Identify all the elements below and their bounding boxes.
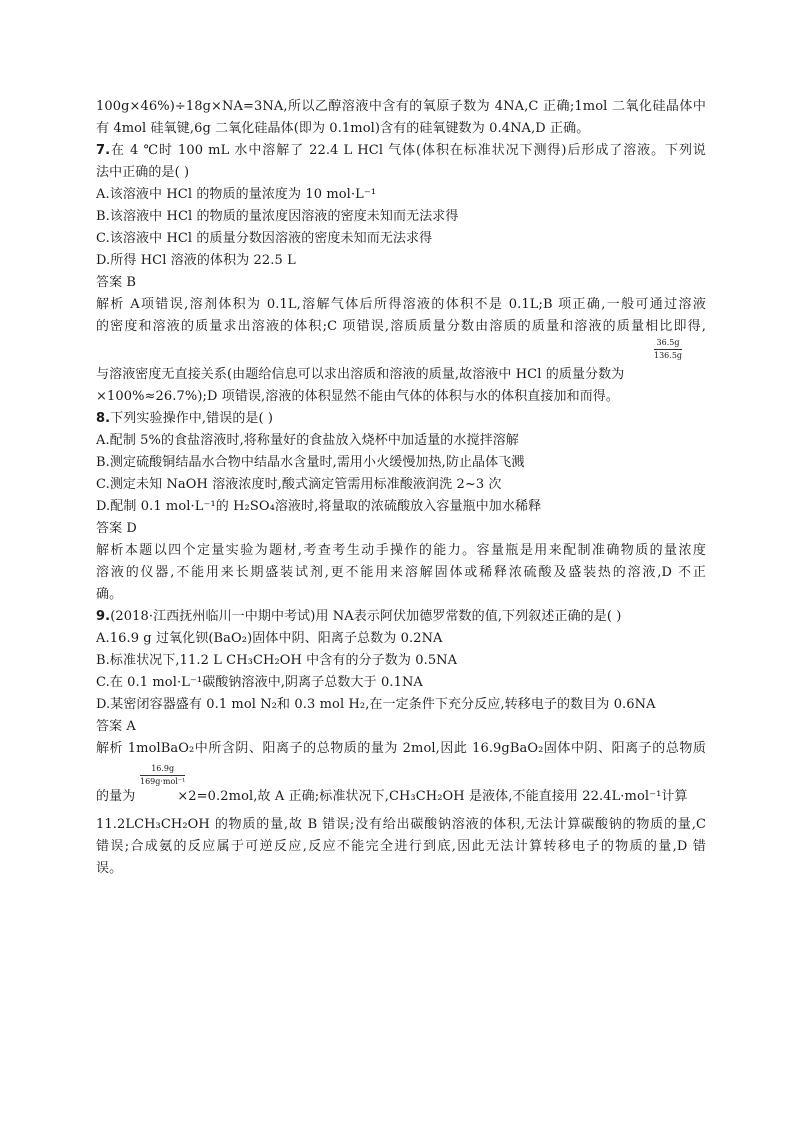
q9-explanation-line-5: 误。: [96, 861, 123, 876]
q7-option-b: B.该溶液中 HCl 的物质的量浓度因溶液的密度未知而无法求得: [96, 209, 459, 224]
q7-stem-text-1: 在 4 ℃时 100 mL 水中溶解了 22.4 L HCl 气体(体积在标准状况下测得)后形成了溶液。下列说: [110, 143, 706, 158]
q7-answer: 答案 B: [96, 275, 137, 290]
q9-fraction-row: [96, 760, 706, 786]
q7-stem-line-1: [96, 140, 706, 162]
q8-option-c: C.测定未知 NaOH 溶液浓度时,酸式滴定管需用标准酸液润洗 2~3 次: [96, 477, 502, 492]
q8-explanation-line-2: 溶液的仪器,不能用来长期盛装试剂,更不能用来溶解固体或稀释浓硫酸及盛装热的溶液,D 不正: [96, 565, 706, 580]
q7-explanation-line-3: 与溶液密度无直接关系(由题给信息可以求出溶质和溶液的质量,故溶液中 HCl 的质量分数为: [96, 367, 625, 382]
q9-option-b: B.标准状况下,11.2 L CH₃CH₂OH 中含有的分子数为 0.5NA: [96, 653, 458, 668]
q7-fraction-denominator: 136.5g: [654, 351, 683, 360]
q9-explanation-line-4: 错误;合成氨的反应属于可逆反应,反应不能完全进行到底,因此无法计算转移电子的物质的量,D 错: [96, 839, 706, 854]
q9-explanation-prefix: 的量为: [96, 789, 136, 804]
q9-explanation-suffix: ×2=0.2mol,故 A 正确;标准状况下,CH₃CH₂OH 是液体,不能直接用 22.4L·mol⁻¹计算: [177, 789, 688, 804]
q9-stem: [96, 606, 706, 628]
q8-option-b: B.测定硫酸铜结晶水合物中结晶水含量时,需用小火缓慢加热,防止晶体飞溅: [96, 455, 525, 470]
q7-fraction-row: [96, 338, 706, 364]
prev-explanation-line-2: 有 4mol 硅氧键,6g 二氧化硅晶体(即为 0.1mol)含有的硅氧键数为 0.4NA,D 正确。: [96, 121, 590, 136]
q9-option-d: D.某密闭容器盛有 0.1 mol N₂和 0.3 mol H₂,在一定条件下充分反应,转移电子的数目为 0.6NA: [96, 697, 656, 712]
q7-fraction-numerator: 36.5g: [654, 338, 682, 350]
q9-option-c: C.在 0.1 mol·L⁻¹碳酸钠溶液中,阴离子总数大于 0.1NA: [96, 675, 423, 690]
q7-explanation-line-4: ×100%≈26.7%);D 项错误,溶液的体积显然不能由气体的体积与水的体积直接加和而得。: [96, 389, 619, 404]
q9-fraction-numerator: 16.9g: [140, 764, 185, 776]
q7-option-a: A.该溶液中 HCl 的物质的量浓度为 10 mol·L⁻¹: [96, 187, 377, 202]
q8-option-d: D.配制 0.1 mol·L⁻¹的 H₂SO₄溶液时,将量取的浓硫酸放入容量瓶中加水稀释: [96, 499, 542, 514]
q8-option-a: A.配制 5%的食盐溶液时,将称量好的食盐放入烧杯中加适量的水搅拌溶解: [96, 433, 519, 448]
q9-fraction-denominator: 169g·mol⁻¹: [140, 777, 186, 786]
q9-option-a: A.16.9 g 过氧化钡(BaO₂)固体中阴、阳离子总数为 0.2NA: [96, 631, 443, 646]
q7-explanation-line-2: 的密度和溶液的质量求出溶液的体积;C 项错误,溶质质量分数由溶质的质量和溶液的质量相比即得,: [96, 319, 706, 334]
q8-explanation-line-3: 确。: [96, 587, 123, 602]
q8-answer: 答案 D: [96, 521, 137, 536]
q9-answer: 答案 A: [96, 719, 136, 734]
q7-number: 7.: [96, 143, 111, 158]
q9-explanation-line-2: [96, 786, 706, 808]
q7-option-c: C.该溶液中 HCl 的质量分数因溶液的密度未知而无法求得: [96, 231, 433, 246]
q8-stem-text: 下列实验操作中,错误的是( ): [110, 411, 274, 426]
q9-explanation-line-1: 解析 1molBaO₂中所含阴、阳离子的总物质的量为 2mol,因此 16.9gBaO₂固体中阴、阳离子的总物质: [96, 741, 706, 756]
q9-explanation-line-3: 11.2LCH₃CH₂OH 的物质的量,故 B 错误;没有给出碳酸钠溶液的体积,无法计算碳酸钠的物质的量,C: [96, 817, 706, 832]
q8-stem: [96, 408, 706, 430]
q9-mole-fraction: [140, 764, 185, 787]
q9-number: 9.: [96, 609, 111, 624]
q7-mass-fraction: [654, 338, 682, 361]
q9-stem-text: (2018·江西抚州临川一中期中考试)用 NA表示阿伏加德罗常数的值,下列叙述正确的是( ): [110, 609, 622, 624]
q8-explanation-line-1: 解析本题以四个定量实验为题材,考查考生动手操作的能力。容量瓶是用来配制准确物质的量浓度: [96, 543, 706, 558]
prev-explanation-line-1: 100g×46%)÷18g×NA=3NA,所以乙醇溶液中含有的氧原子数为 4NA,C 正确;1mol 二氧化硅晶体中: [96, 99, 706, 114]
q7-explanation-line-1: 解析 A项错误,溶剂体积为 0.1L,溶解气体后所得溶液的体积不是 0.1L;B 项正确,一般可通过溶液: [96, 297, 706, 312]
q7-option-d: D.所得 HCl 溶液的体积为 22.5 L: [96, 253, 296, 268]
q7-stem-line-2: 法中正确的是( ): [96, 165, 190, 180]
q8-number: 8.: [96, 411, 111, 426]
document-page: [96, 96, 706, 880]
